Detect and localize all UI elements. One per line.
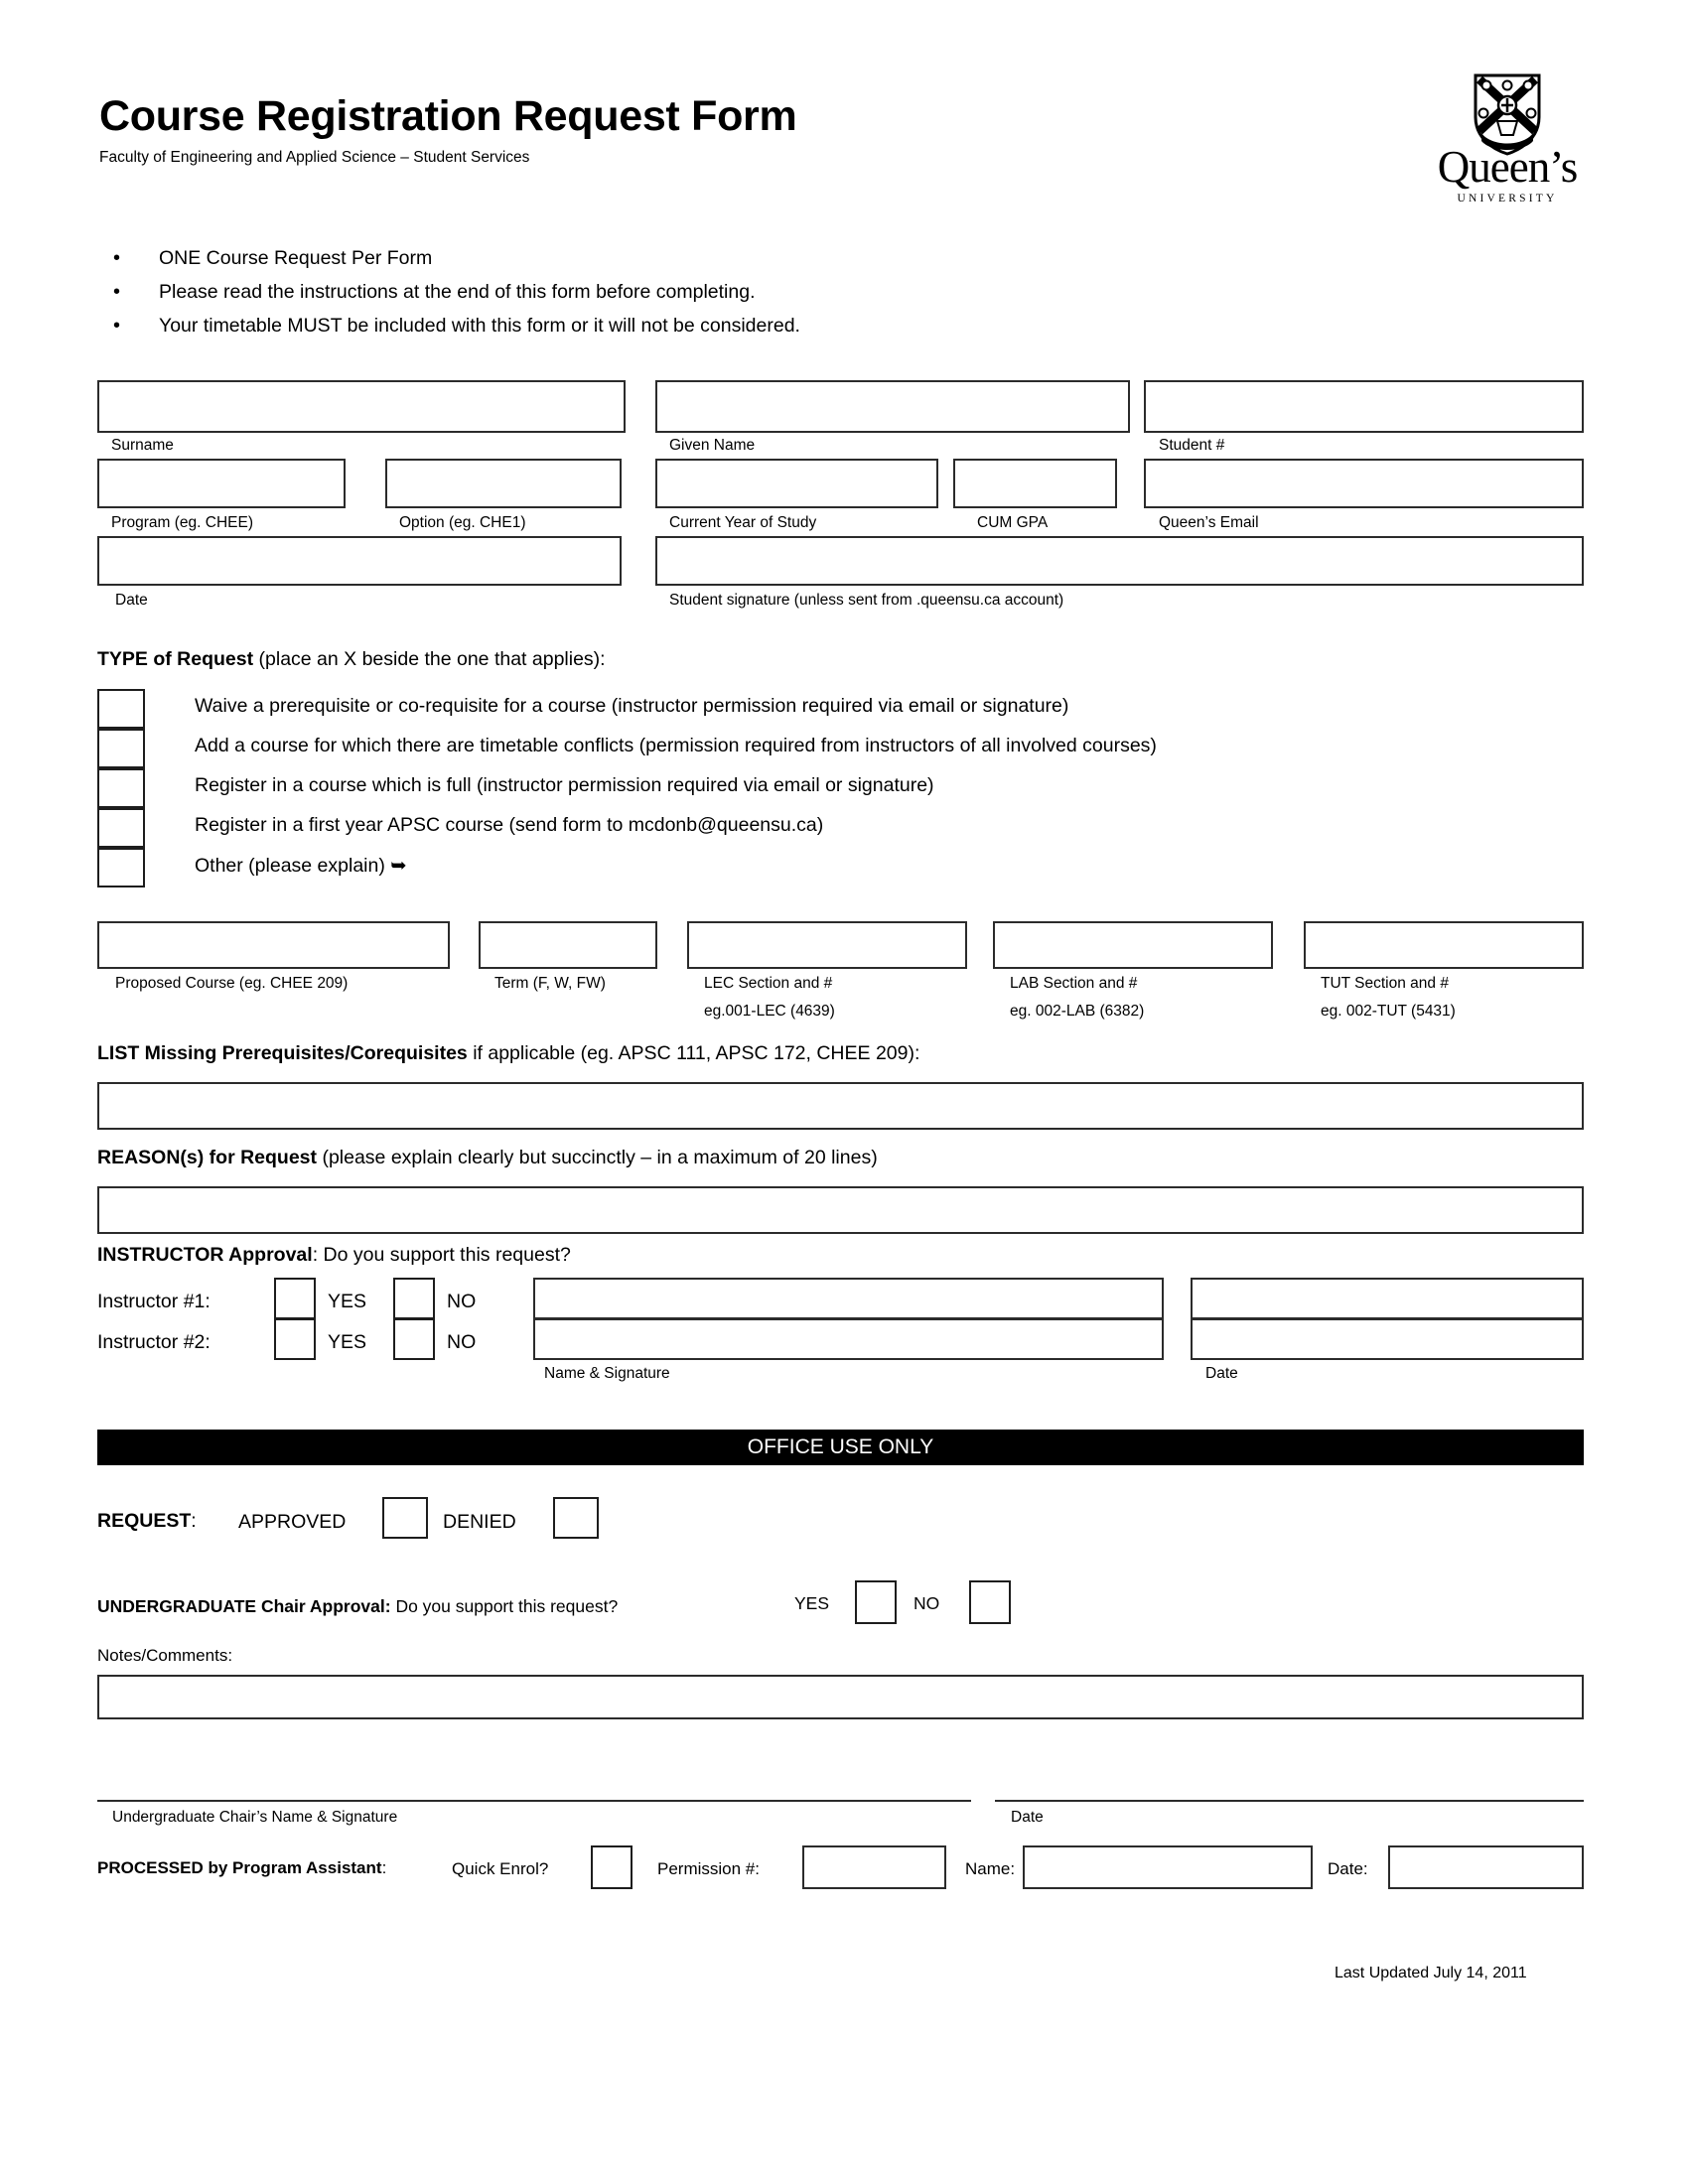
lab-section-field[interactable] xyxy=(993,921,1273,969)
instructor-2-yes-checkbox[interactable] xyxy=(274,1318,316,1360)
lab-section-label: LAB Section and # xyxy=(1010,975,1138,992)
reasons-heading: REASON(s) for Request (please explain clearly but succinctly – in a maximum of 20 lines) xyxy=(97,1147,878,1168)
instructor-1-date-field[interactable] xyxy=(1191,1278,1584,1319)
last-updated-note: Last Updated July 14, 2011 xyxy=(1335,1965,1527,1981)
permission-number-label: Permission #: xyxy=(657,1859,760,1878)
chair-no-checkbox[interactable] xyxy=(969,1580,1011,1624)
processed-by-heading: PROCESSED by Program Assistant: xyxy=(97,1858,387,1877)
instructor-1-no-label: NO xyxy=(447,1291,477,1312)
lec-section-field[interactable] xyxy=(687,921,967,969)
chair-signature-label: Undergraduate Chair’s Name & Signature xyxy=(112,1809,398,1826)
instructor-1-yes-checkbox[interactable] xyxy=(274,1278,316,1319)
checkbox-first-year-apsc[interactable] xyxy=(97,808,145,848)
prerequisites-heading: LIST Missing Prerequisites/Corequisites if applicable (eg. APSC 111, APSC 172, CHEE 209): xyxy=(97,1042,920,1064)
instructor-2-label: Instructor #2: xyxy=(97,1331,211,1353)
instructor-1-yes-label: YES xyxy=(328,1291,367,1312)
student-signature-field[interactable] xyxy=(655,536,1584,586)
bullet-icon: • xyxy=(113,247,121,269)
option-label-course-full: Register in a course which is full (instructor permission required via email or signature) xyxy=(195,774,934,796)
tut-section-label: TUT Section and # xyxy=(1321,975,1449,992)
instructor-approval-heading: INSTRUCTOR Approval: Do you support this request? xyxy=(97,1244,571,1266)
email-label: Queen’s Email xyxy=(1159,514,1259,531)
option-label: Option (eg. CHE1) xyxy=(399,514,526,531)
approved-label: APPROVED xyxy=(238,1511,347,1533)
instructor-2-no-label: NO xyxy=(447,1331,477,1353)
current-year-label: Current Year of Study xyxy=(669,514,817,531)
option-label-waive-prerequisite: Waive a prerequisite or co-requisite for a course (instructor permission required via email or signature) xyxy=(195,695,1069,717)
student-number-field[interactable] xyxy=(1144,380,1584,433)
denied-label: DENIED xyxy=(443,1511,516,1533)
lab-section-example: eg. 002-LAB (6382) xyxy=(1010,1003,1145,1020)
given-name-label: Given Name xyxy=(669,437,756,454)
chair-date-label: Date xyxy=(1011,1809,1044,1826)
date-label: Date xyxy=(115,592,148,609)
reasons-field[interactable] xyxy=(97,1186,1584,1234)
program-label: Program (eg. CHEE) xyxy=(111,514,253,531)
bullet-icon: • xyxy=(113,315,121,337)
chair-no-label: NO xyxy=(914,1593,940,1613)
lec-section-label: LEC Section and # xyxy=(704,975,833,992)
quick-enrol-label: Quick Enrol? xyxy=(452,1859,549,1878)
instructor-name-signature-label: Name & Signature xyxy=(544,1365,670,1382)
bullet-icon: • xyxy=(113,281,121,303)
logo-wordmark: Queen’s xyxy=(1437,142,1578,192)
prerequisites-field[interactable] xyxy=(97,1082,1584,1130)
cum-gpa-label: CUM GPA xyxy=(977,514,1049,531)
page-title: Course Registration Request Form xyxy=(99,92,797,140)
program-field[interactable] xyxy=(97,459,346,508)
list-item: • ONE Course Request Per Form xyxy=(107,241,1299,275)
option-label-other: Other (please explain) ➥ xyxy=(195,855,407,877)
option-label-first-year-apsc: Register in a first year APSC course (send form to mcdonb@queensu.ca) xyxy=(195,814,824,836)
current-year-field[interactable] xyxy=(655,459,938,508)
chair-signature-rule xyxy=(97,1800,971,1802)
term-label: Term (F, W, FW) xyxy=(494,975,606,992)
denied-checkbox[interactable] xyxy=(553,1497,599,1539)
chair-date-rule xyxy=(995,1800,1584,1802)
processed-date-field[interactable] xyxy=(1388,1845,1584,1889)
checkbox-other[interactable] xyxy=(97,848,145,887)
date-field[interactable] xyxy=(97,536,622,586)
instructor-1-name-signature-field[interactable] xyxy=(533,1278,1164,1319)
form-header xyxy=(99,92,1340,167)
type-of-request-heading: TYPE of Request (place an X beside the one that applies): xyxy=(97,648,606,670)
instructor-2-name-signature-field[interactable] xyxy=(533,1318,1164,1360)
logo-subtext: UNIVERSITY xyxy=(1457,193,1558,205)
lec-section-example: eg.001-LEC (4639) xyxy=(704,1003,835,1020)
office-use-only-bar: OFFICE USE ONLY xyxy=(97,1430,1584,1465)
student-signature-label: Student signature (unless sent from .queensu.ca account) xyxy=(669,592,1064,609)
approved-checkbox[interactable] xyxy=(382,1497,428,1539)
queens-university-logo xyxy=(1408,71,1607,203)
instructor-2-date-field[interactable] xyxy=(1191,1318,1584,1360)
instructions-list xyxy=(107,241,1299,342)
list-item: • Please read the instructions at the end of this form before completing. xyxy=(107,275,1299,309)
chair-yes-checkbox[interactable] xyxy=(855,1580,897,1624)
instructor-1-label: Instructor #1: xyxy=(97,1291,211,1312)
notes-comments-field[interactable] xyxy=(97,1675,1584,1719)
instructor-2-no-checkbox[interactable] xyxy=(393,1318,435,1360)
instructor-1-no-checkbox[interactable] xyxy=(393,1278,435,1319)
processed-name-label: Name: xyxy=(965,1859,1016,1878)
surname-label: Surname xyxy=(111,437,174,454)
chair-yes-label: YES xyxy=(794,1593,830,1613)
notes-comments-label: Notes/Comments: xyxy=(97,1646,233,1665)
given-name-field[interactable] xyxy=(655,380,1130,433)
proposed-course-field[interactable] xyxy=(97,921,450,969)
chair-approval-heading: UNDERGRADUATE Chair Approval: Do you support this request? xyxy=(97,1596,619,1616)
surname-field[interactable] xyxy=(97,380,626,433)
request-decision-label: REQUEST: xyxy=(97,1510,197,1532)
checkbox-course-full[interactable] xyxy=(97,768,145,808)
student-number-label: Student # xyxy=(1159,437,1225,454)
list-item: • Your timetable MUST be included with this form or it will not be considered. xyxy=(107,309,1299,342)
tut-section-example: eg. 002-TUT (5431) xyxy=(1321,1003,1456,1020)
cum-gpa-field[interactable] xyxy=(953,459,1117,508)
checkbox-waive-prerequisite[interactable] xyxy=(97,689,145,729)
instructor-2-yes-label: YES xyxy=(328,1331,367,1353)
proposed-course-label: Proposed Course (eg. CHEE 209) xyxy=(115,975,349,992)
checkbox-timetable-conflict[interactable] xyxy=(97,729,145,768)
tut-section-field[interactable] xyxy=(1304,921,1584,969)
option-field[interactable] xyxy=(385,459,622,508)
page-subtitle: Faculty of Engineering and Applied Science – Student Services xyxy=(99,148,530,166)
email-field[interactable] xyxy=(1144,459,1584,508)
processed-name-field[interactable] xyxy=(1023,1845,1313,1889)
option-label-timetable-conflict: Add a course for which there are timetable conflicts (permission required from instructors of all involved courses) xyxy=(195,735,1157,756)
permission-number-field[interactable] xyxy=(802,1845,946,1889)
quick-enrol-checkbox[interactable] xyxy=(591,1845,633,1889)
term-field[interactable] xyxy=(479,921,657,969)
processed-date-label: Date: xyxy=(1328,1859,1368,1878)
instructor-date-label: Date xyxy=(1205,1365,1238,1382)
